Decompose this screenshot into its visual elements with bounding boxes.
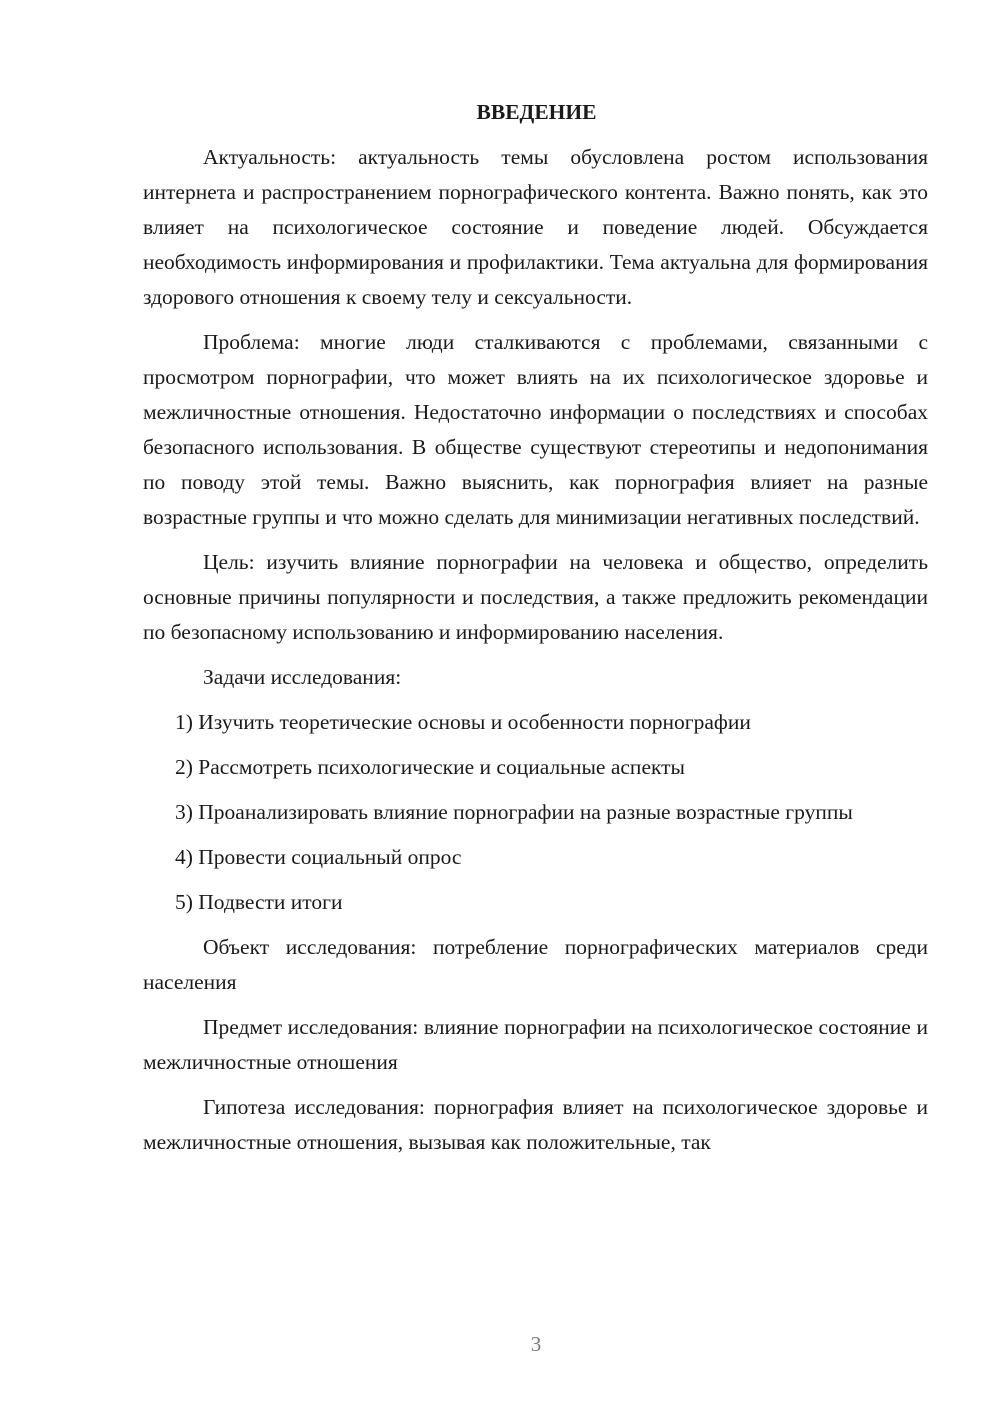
subject-paragraph: Предмет исследования: влияние порнографии на психологическое состояние и межличностные отношения [143,1015,928,1074]
task-item: 3) Проанализировать влияние порнографии на разные возрастные группы [175,800,853,824]
page-number: 3 [530,1332,542,1356]
task-item: 1) Изучить теоретические основы и особенности порнографии [175,710,751,734]
task-item: 2) Рассмотреть психологические и социальные аспекты [175,755,685,779]
tasks-heading: Задачи исследования: [203,665,402,689]
section-heading: ВВЕДЕНИЕ [476,100,597,124]
hypothesis-paragraph: Гипотеза исследования: порнография влияет на психологическое здоровье и межличностные отношения, вызывая как положительные, так [143,1095,928,1154]
relevance-paragraph: Актуальность: актуальность темы обусловлена ростом использования интернета и распространением порнографического контента. Важно понять, как это влияет на психологическое состояние и поведение людей. Обсуждается необходимость информирования и профилактики. Тема актуальна для формирования здорового отношения к своему телу и сексуальности. [143,145,928,309]
task-item: 5) Подвести итоги [175,890,343,914]
goal-paragraph: Цель: изучить влияние порнографии на человека и общество, определить основные причины популярности и последствия, а также предложить рекомендации по безопасному использованию и информированию населения. [143,550,928,644]
page-content [143,95,928,1170]
object-paragraph: Объект исследования: потребление порнографических материалов среди населения [143,935,928,994]
task-item: 4) Провести социальный опрос [175,845,462,869]
problem-paragraph: Проблема: многие люди сталкиваются с проблемами, связанными с просмотром порнографии, что может влиять на их психологическое здоровье и межличностные отношения. Недостаточно информации о последствиях и способах безопасного использования. В обществе существуют стереотипы и недопонимания по поводу этой темы. Важно выяснить, как порнография влияет на разные возрастные группы и что можно сделать для минимизации негативных последствий. [143,330,928,529]
